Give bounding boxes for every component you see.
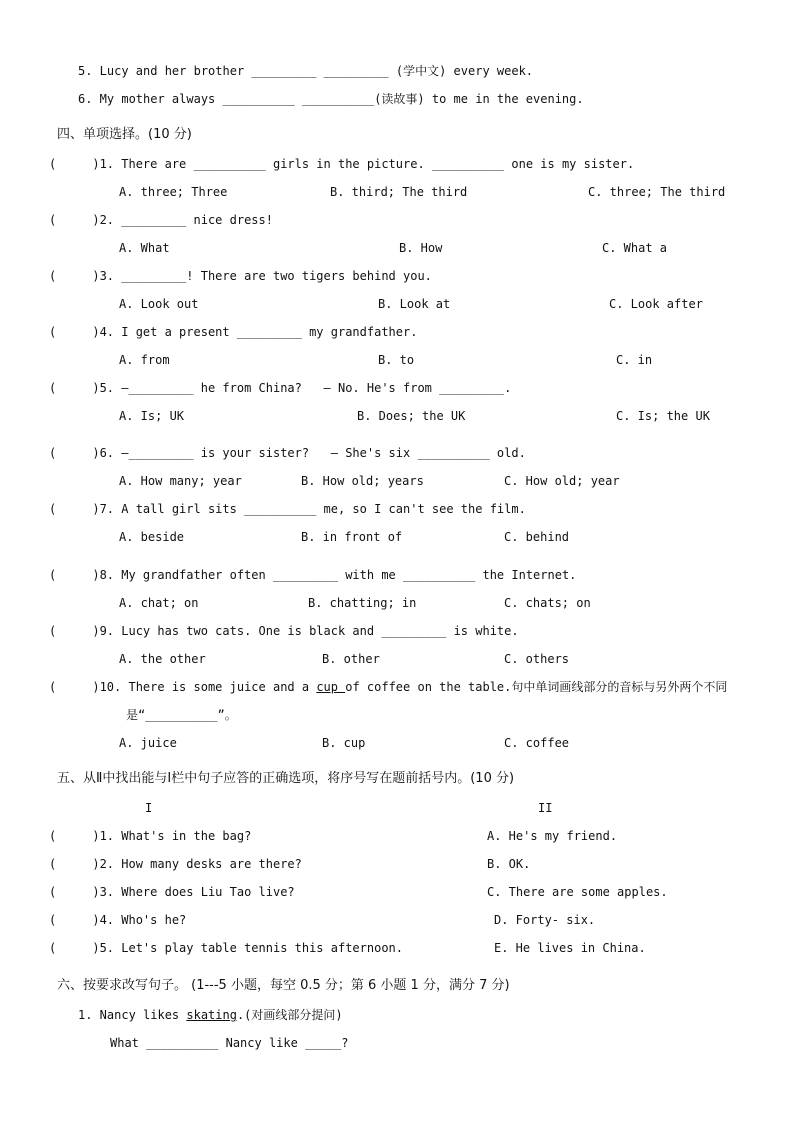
sec5-right-2: B. OK.	[487, 857, 531, 871]
sec4-q10-underlined-word: cup	[316, 680, 346, 694]
sec4-q10-stem	[49, 679, 727, 695]
sec4-q10-option-b: B. cup	[322, 736, 366, 750]
sec4-q3-option-b: B. Look at	[378, 297, 451, 311]
sec4-q7-option-c: C. behind	[504, 530, 570, 544]
sec4-q2-option-c: C. What a	[602, 241, 668, 255]
sec4-q10-pre: ( )10. There is some juice and a	[49, 680, 317, 694]
sec5-right-1: A. He's my friend.	[487, 829, 618, 843]
sec5-col1-header: I	[145, 801, 153, 815]
sec4-q6-stem: ( )6. —_________ is your sister? — She's six __________ old.	[49, 446, 526, 460]
sec5-col2-header: II	[538, 801, 553, 815]
sec4-q5-stem: ( )5. —_________ he from China? — No. He's from _________.	[49, 381, 512, 395]
sec4-q9-option-c: C. others	[504, 652, 570, 666]
sec5-left-4: ( )4. Who's he?	[49, 913, 187, 927]
sec4-q3-option-a: A. Look out	[119, 297, 199, 311]
sec4-q3-option-c: C. Look after	[609, 297, 703, 311]
sec4-q9-option-a: A. the other	[119, 652, 206, 666]
sec4-q9-option-b: B. other	[322, 652, 380, 666]
sec3-q6: 6. My mother always __________ __________(读故事) to me in the evening.	[78, 92, 584, 106]
sec4-q1-stem: ( )1. There are __________ girls in the picture. __________ one is my sister.	[49, 157, 635, 171]
sec4-q6-option-b: B. How old; years	[301, 474, 424, 488]
sec4-q10-option-a: A. juice	[119, 736, 177, 750]
sec4-q5-option-a: A. Is; UK	[119, 409, 185, 423]
sec4-q1-option-b: B. third; The third	[330, 185, 468, 199]
sec6-q1-pre: 1. Nancy likes	[78, 1008, 187, 1022]
sec4-q10-post: of coffee on the table.句中单词画线部分的音标与另外两个不同	[345, 680, 728, 694]
sec4-q5-option-b: B. Does; the UK	[357, 409, 466, 423]
sec4-q7-stem: ( )7. A tall girl sits __________ me, so I can't see the film.	[49, 502, 526, 516]
sec5-left-1: ( )1. What's in the bag?	[49, 829, 252, 843]
sec4-q10-line2: 是“__________”。	[126, 708, 237, 722]
sec4-q8-stem: ( )8. My grandfather often _________ with me __________ the Internet.	[49, 568, 577, 582]
sec4-q6-option-c: C. How old; year	[504, 474, 620, 488]
sec4-q4-option-b: B. to	[378, 353, 415, 367]
sec4-q9-stem: ( )9. Lucy has two cats. One is black and _________ is white.	[49, 624, 519, 638]
sec5-heading: 五、从Ⅱ中找出能与Ⅰ栏中句子应答的正确选项，将序号写在题前括号内。(10 分)	[57, 771, 515, 786]
sec4-q3-stem: ( )3. _________! There are two tigers behind you.	[49, 269, 432, 283]
sec3-q5: 5. Lucy and her brother _________ _________ (学中文) every week.	[78, 64, 534, 78]
sec4-q6-option-a: A. How many; year	[119, 474, 242, 488]
sec5-right-4: D. Forty- six.	[494, 913, 596, 927]
sec4-q5-option-c: C. Is; the UK	[616, 409, 710, 423]
sec6-q1-post: .(对画线部分提问)	[236, 1008, 343, 1022]
sec4-q8-option-b: B. chatting; in	[308, 596, 417, 610]
sec4-q2-stem: ( )2. _________ nice dress!	[49, 213, 273, 227]
sec4-q4-option-a: A. from	[119, 353, 170, 367]
sec4-q8-option-a: A. chat; on	[119, 596, 199, 610]
sec4-q2-option-b: B. How	[399, 241, 443, 255]
sec4-heading: 四、单项选择。(10 分)	[57, 127, 192, 142]
sec5-left-2: ( )2. How many desks are there?	[49, 857, 302, 871]
sec4-q4-stem: ( )4. I get a present _________ my grandfather.	[49, 325, 418, 339]
sec4-q1-option-a: A. three; Three	[119, 185, 228, 199]
sec4-q7-option-b: B. in front of	[301, 530, 403, 544]
sec5-right-5: E. He lives in China.	[494, 941, 646, 955]
sec6-q1-stem	[78, 1007, 343, 1023]
sec5-left-3: ( )3. Where does Liu Tao live?	[49, 885, 295, 899]
sec6-q1-underlined-word: skating	[186, 1008, 237, 1022]
sec4-q4-option-c: C. in	[616, 353, 653, 367]
sec4-q8-option-c: C. chats; on	[504, 596, 591, 610]
sec6-q1-answer-line: What __________ Nancy like _____?	[110, 1036, 349, 1050]
sec4-q2-option-a: A. What	[119, 241, 170, 255]
sec4-q1-option-c: C. three; The third	[588, 185, 726, 199]
sec5-left-5: ( )5. Let's play table tennis this afternoon.	[49, 941, 404, 955]
sec6-heading: 六、按要求改写句子。 (1---5 小题，每空 0.5 分；第 6 小题 1 分，满分 7 分)	[57, 978, 510, 993]
sec4-q10-option-c: C. coffee	[504, 736, 570, 750]
sec5-right-3: C. There are some apples.	[487, 885, 668, 899]
sec4-q7-option-a: A. beside	[119, 530, 185, 544]
